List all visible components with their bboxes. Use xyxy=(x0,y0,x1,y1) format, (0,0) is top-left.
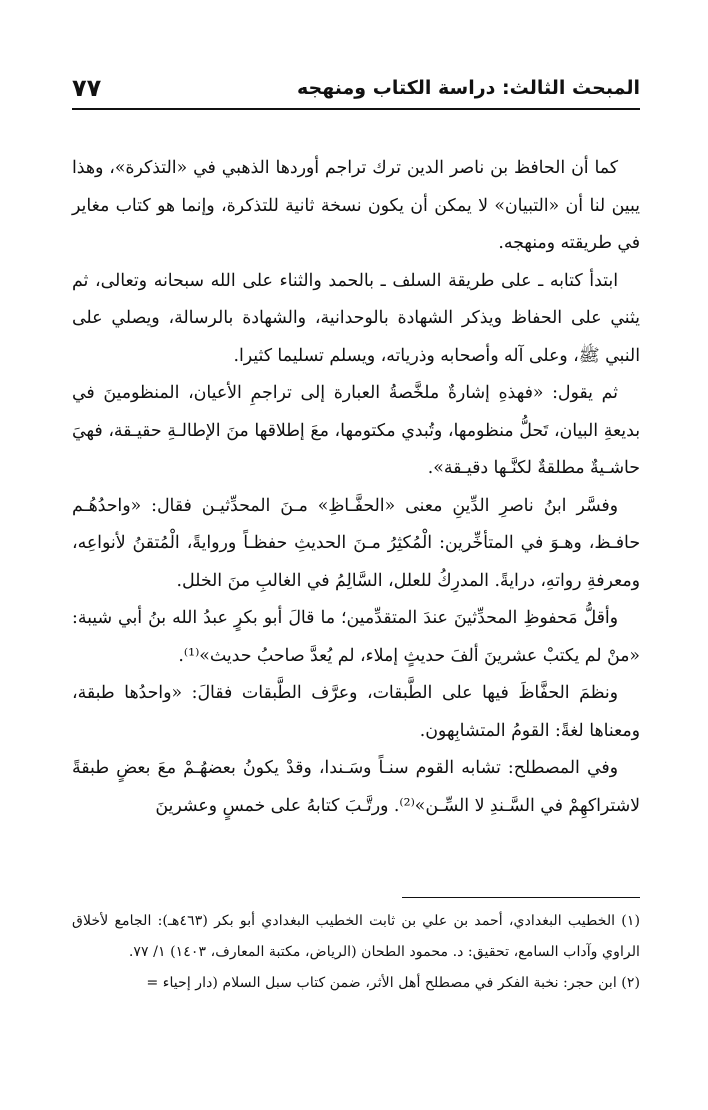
running-header xyxy=(72,68,640,110)
paragraph: كما أن الحافظ بن ناصر الدين ترك تراجم أوردها الذهبي في «التذكرة»، وهذا يبين لنا أن «التبيان» لا يمكن أن يكون نسخة ثانية للتذكرة، وإنما هو كتاب مغاير في طريقته ومنهجه. xyxy=(72,158,640,253)
chapter-section-title: المبحث الثالث: دراسة الكتاب ومنهجه xyxy=(297,77,640,99)
paragraph: وفسَّر ابنُ ناصرِ الدِّينِ معنى «الحفَّـاظِ» مـنَ المحدِّثيـن فقال: «واحدُهُـم حافـظ، وهـوَ في المتأخِّرين: الْمُكثِرُ مـنَ الحديثِ حفظـاً وروايةً، الْمُتقنُ لأنواعِه، ومعرفةِ رواتهِ، درايةً. المدرِكُ للعلل، السَّالِمُ في الغالبِ منَ الخلل. xyxy=(72,495,640,591)
footnote: (١) الخطيب البغدادي، أحمد بن علي بن ثابت الخطيب البغدادي أبو بكر (٤٦٣هـ): الجامع لأخلاق الراوي وآداب السامع، تحقيق: د. محمود الطحان (الرياض، مكتبة المعارف، ١٤٠٣) ١/ ٧٧. xyxy=(72,913,640,960)
footnotes xyxy=(72,906,640,999)
main-text xyxy=(72,150,640,825)
paragraph: وأقلُّ مَحفوظِ المحدِّثينَ عندَ المتقدِّمين؛ ما قالَ أبو بكرٍ عبدُ الله بنُ أبي شيبة: «منْ لم يكتبْ عشرينَ ألفَ حديثٍ إملاء، لم يُعدَّ صاحبُ حديث»⁽¹⁾. xyxy=(72,608,640,666)
page-number: ٧٧ xyxy=(72,74,102,102)
paragraph: ونظمَ الحفَّاظَ فيها على الطَّبقات، وعرَّف الطَّبقات فقالَ: «واحدُها طبقة، ومعناها لغةً: القومُ المتشابِهون. xyxy=(72,683,640,741)
paragraph: ثم يقول: «فهذهِ إشارةٌ ملخَّصةُ العبارة إلى تراجمِ الأعيان، المنظومينَ في بديعةِ البيان، تَحلُّ منظومها، وتُبدي مكتومها، معَ إطلاقها منَ الإطالـةِ حقيـقة، فهيَ حاشـيةٌ مطلقةٌ لكنَّـها دقيـقة». xyxy=(72,383,640,478)
paragraph: وفي المصطلح: تشابه القوم سنـاً وسَـندا، وقدْ يكونُ بعضهُـمْ معَ بعضٍ طبقةً لاشتراكهِمْ في السَّـندِ لا السِّـن»⁽²⁾. ورتَّـبَ كتابهُ على خمسٍ وعشرينَ xyxy=(72,758,640,816)
footnote: (٢) ابن حجر: نخبة الفكر في مصطلح أهل الأثر، ضمن كتاب سبل السلام (دار إحياء = xyxy=(146,975,640,991)
paragraph: ابتدأ كتابه ـ على طريقة السلف ـ بالحمد والثناء على الله سبحانه وتعالى، ثم يثني على الحفاظ ويذكر الشهادة بالوحدانية، والشهادة بالرسالة، ويصلي على النبي ﷺ، وعلى آله وأصحابه وذرياته، ويسلم تسليما كثيرا. xyxy=(72,270,640,366)
footnote-divider xyxy=(402,897,640,898)
